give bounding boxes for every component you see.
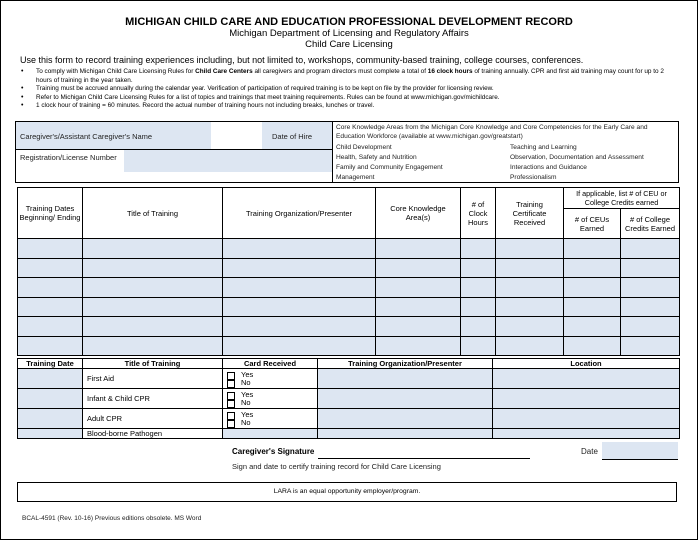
instruction-bold: Child Care Centers: [195, 68, 253, 75]
area-teaching-learning: Teaching and Learning: [510, 144, 577, 151]
date-cell[interactable]: [18, 429, 83, 439]
form-title: MICHIGAN CHILD CARE AND EDUCATION PROFESSIONAL DEVELOPMENT RECORD: [125, 16, 573, 28]
yes-label: Yes: [241, 370, 254, 379]
area-health-safety: Health, Safety and Nutrition: [336, 154, 417, 161]
equal-opportunity-box: [17, 482, 677, 502]
equal-opportunity-text: LARA is an equal opportunity employer/program.: [273, 488, 421, 495]
col-training-date: Training Date: [18, 359, 83, 369]
location-cell[interactable]: [493, 369, 680, 389]
no-label: No: [241, 398, 251, 407]
organization-cell[interactable]: [318, 389, 493, 409]
location-cell[interactable]: [493, 429, 680, 439]
col-college-credits: # of College Credits Earned: [621, 209, 680, 239]
intro-text: Use this form to record training experiences including, but not limited to, workshops, community-based training, college courses, conferences.: [20, 55, 584, 65]
date-of-hire-label: Date of Hire: [272, 132, 313, 141]
instruction-item: [18, 68, 678, 85]
table-row[interactable]: [18, 297, 680, 317]
date-cell[interactable]: [18, 409, 83, 429]
form-id: BCAL-4591 (Rev. 10-16) Previous editions obsolete. MS Word: [22, 515, 202, 522]
signature-field[interactable]: [318, 444, 530, 459]
yes-label: Yes: [241, 390, 254, 399]
location-cell[interactable]: [493, 389, 680, 409]
col-card-received: Card Received: [223, 359, 318, 369]
instructions-list: [18, 68, 678, 111]
training-title: First Aid: [83, 369, 223, 389]
core-knowledge-text: Core Knowledge Areas from the Michigan Core Knowledge and Core Competencies for the Early Care and Education Workforce (available at www.michigan.gov/greatstart): [336, 124, 648, 140]
instruction-text: all caregivers and program directors must complete a total of: [252, 68, 428, 75]
col-ceu-group: If applicable, list # of CEU or College Credits earned: [564, 188, 680, 209]
instruction-item: • 1 clock hour of training = 60 minutes. Record the actual number of training hours not including breaks, lunches or travel.: [18, 102, 678, 111]
registration-label: Registration/License Number: [20, 153, 117, 162]
signature-label: Caregiver's Signature: [232, 447, 315, 456]
table-row[interactable]: [18, 258, 680, 278]
col-title: Title of Training: [83, 188, 223, 239]
area-professionalism: Professionalism: [510, 174, 557, 181]
no-checkbox[interactable]: [227, 380, 235, 388]
card-received-cell: [223, 389, 318, 409]
training-title: Adult CPR: [83, 409, 223, 429]
table-row: [18, 369, 680, 389]
col-location: Location: [493, 359, 680, 369]
table-row: [18, 429, 680, 439]
instruction-text: To comply with Michigan Child Care Licensing Rules for: [36, 68, 196, 75]
cpr-table: [17, 358, 680, 439]
training-table: [17, 187, 680, 356]
area-family-community: Family and Community Engagement: [336, 164, 443, 171]
division-name: Child Care Licensing: [305, 39, 393, 50]
yes-checkbox[interactable]: [227, 392, 235, 400]
card-received-cell: [223, 409, 318, 429]
col-organization: Training Organization/Presenter: [223, 188, 376, 239]
table-row[interactable]: [18, 336, 680, 356]
yes-checkbox[interactable]: [227, 412, 235, 420]
yes-checkbox[interactable]: [227, 372, 235, 380]
area-child-development: Child Development: [336, 144, 392, 151]
card-received-cell: [223, 369, 318, 389]
organization-cell[interactable]: [318, 429, 493, 439]
signature-date-field[interactable]: [602, 442, 678, 460]
area-observation: Observation, Documentation and Assessment: [510, 154, 644, 161]
table-row[interactable]: [18, 317, 680, 337]
col-certificate: Training Certificate Received: [496, 188, 564, 239]
no-label: No: [241, 418, 251, 427]
department-name: Michigan Department of Licensing and Regulatory Affairs: [229, 28, 469, 39]
location-cell[interactable]: [493, 409, 680, 429]
organization-cell[interactable]: [318, 409, 493, 429]
instruction-text: of training annually. CPR and first aid training may count for up to 2 hours of training in the year taken.: [36, 68, 664, 84]
no-label: No: [241, 378, 251, 387]
col-clock-hours: # of Clock Hours: [461, 188, 496, 239]
area-management: Management: [336, 174, 375, 181]
signature-note: Sign and date to certify training record for Child Care Licensing: [232, 462, 441, 471]
date-label: Date: [581, 447, 598, 456]
no-checkbox[interactable]: [227, 420, 235, 428]
no-checkbox[interactable]: [227, 400, 235, 408]
area-interactions: Interactions and Guidance: [510, 164, 587, 171]
table-row[interactable]: [18, 239, 680, 259]
instruction-bold: 16 clock hours: [427, 68, 473, 75]
yes-label: Yes: [241, 410, 254, 419]
card-received-cell[interactable]: [223, 429, 318, 439]
training-title: Infant & Child CPR: [83, 389, 223, 409]
table-row: [18, 409, 680, 429]
instruction-item: • Training must be accrued annually during the calendar year. Verification of participation of required training is to be kept on file by the provider for licensing review.: [18, 85, 678, 94]
table-row: [18, 389, 680, 409]
organization-cell[interactable]: [318, 369, 493, 389]
col-training-dates: Training Dates Beginning/ Ending: [18, 188, 83, 239]
divider: [332, 122, 333, 182]
col-organization: Training Organization/Presenter: [318, 359, 493, 369]
training-title: Blood-borne Pathogen: [83, 429, 223, 439]
caregiver-info-box: [15, 121, 679, 183]
registration-field[interactable]: [124, 150, 332, 172]
col-title: Title of Training: [83, 359, 223, 369]
col-ceus: # of CEUs Earned: [564, 209, 621, 239]
table-row[interactable]: [18, 278, 680, 298]
date-cell[interactable]: [18, 389, 83, 409]
instruction-item: • Refer to Michigan Child Care Licensing Rules for a list of topics and trainings that meet training requirements. Rules can be found at www.michigan.gov/michildcare.: [18, 94, 678, 103]
caregiver-name-label: Caregiver's/Assistant Caregiver's Name: [20, 132, 153, 141]
col-core-knowledge: Core Knowledge Area(s): [376, 188, 461, 239]
date-cell[interactable]: [18, 369, 83, 389]
